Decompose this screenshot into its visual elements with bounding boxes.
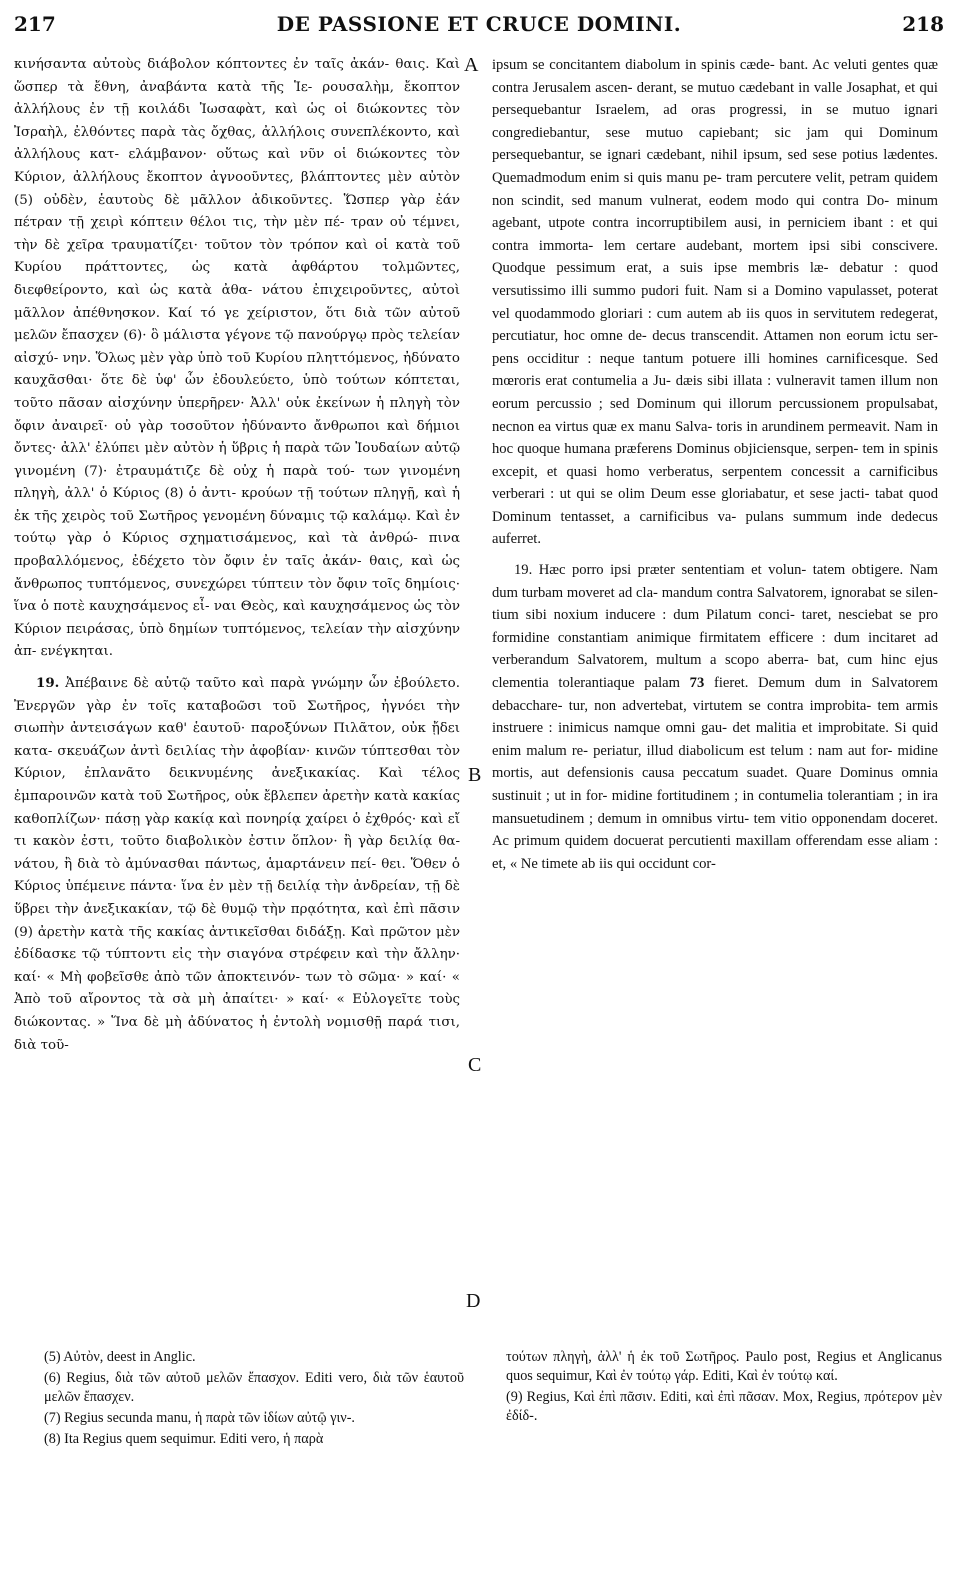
page-number-left: 217: [14, 12, 56, 36]
margin-letter-d: D: [466, 1290, 481, 1312]
margin-letter-a: A: [464, 54, 479, 76]
margin-letter-b: B: [468, 764, 482, 786]
running-title: DE PASSIONE ET CRUCE DOMINI.: [276, 12, 682, 36]
latin-section-number: 19.: [514, 562, 533, 579]
latin-section-text: Hæc porro ipsi præter sententiam et volun- tatem obtigere. Nam dum turbam moveret ad cla- mandum contra Salvatorem, ignorabat se silen- tium sibi noxium inducere : dum Pilatum conci- taret, nesciebat se pro formidine constantiam animique firmitatem efficere : dum incitaret ad verberandum Salvatorem, multum a scopo aberra- bat, cum hinc ejus clementia tolerantiaque palam: [492, 562, 938, 692]
footnotes-left: [44, 1348, 464, 1451]
greek-section-number: 19.: [36, 675, 60, 692]
greek-paragraph-intro: κινήσαντα αὐτοὺς διάβολον κόπτοντες ἐν ταῖς ἀκάν- θαις. Καὶ ὥσπερ τὰ ἔθνη, ἀναβάντα κατὰ τῆς Ἱε- ρουσαλὴμ, ἔκοπτον ἀλλήλους ἐν τῇ κοιλάδι Ἰωσαφὰτ, καὶ ὡς οἱ διώκοντες τὸν Ἰσραὴλ, ἐλθόντες παρὰ τὰς ὄχθας, ἀλλήλοις συνεπλέκοντο, καὶ ἀλλήλους κατ- ελάμβανον· οὕτως καὶ νῦν οἱ διώκοντες τὸν Κύριον, ἀλλήλους ἔκοπτον ἀγνοοῦντες, βλάπτοντες μὲν αὐτὸν (5) οὐδὲν, ἑαυτοὺς δὲ μᾶλλον ἀδικοῦντες. Ὥσπερ γὰρ ἐάν πέτραν τῇ χειρὶ κόπτειν θέλοι τις, τὴν μὲν πέ- τραν οὐ τέμνει, τὴν δὲ χεῖρα τραυματίζει· τοῦτον τὸν τρόπον καὶ οἱ κατὰ τοῦ Κυρίου πράττοντες, ὡς κατὰ ἀφθάρτου τολμῶντες, διεφθείροντο, καὶ ὡς κατὰ ἀθα- νάτου ἐπιχειροῦντες, αὐτοὶ μᾶλλον ἀπέθνησκον. Καί τό γε χείριστον, ὅτι διὰ τῶν αὐτοῦ μελῶν ἔπασχεν (6)· ὃ μάλιστα γέγονε τῷ πανούργῳ πρὸς τελείαν αἰσχύ- νην. Ὅλως μὲν γὰρ ὑπὸ τοῦ Κυρίου πληττόμενος, ἠδύνατο καυχᾶσθαι· ὅτε δὲ ὑφ' ὧν ἐδουλεύετο, ὑπὸ τούτων κόπτεται, τοῦτο πᾶσαν αἰσχύνην ὑπερῆρεν· Ἀλλ' οὐκ ἐκείνων ἡ πληγὴ τὸν ὄφιν ἀναιρεῖ· οὐ γὰρ τοσοῦτον ἠδύναντο ἄνθρωποι καὶ δήμιοι ὄντες· ἀλλ' ἐλύπει μὲν αὐτὸν ἡ ὕβρις ἡ παρὰ τῶν Ἰουδαίων αὐτῷ γινομένη (7)· ἐτραυμάτιζε δὲ οὐχ ἡ παρὰ τού- των γινομένη πληγὴ, ἀλλ' ὁ Κύριος (8) ὁ ἀντι- κρούων τῇ τούτων πληγῇ, καὶ ἡ ἐκ τῆς χειρὸς τοῦ Σωτῆρος γενομένη δύναμις τῷ καλάμῳ. Καὶ ἐν τούτῳ γὰρ ὁ Κύριος σχηματισάμενος, καὶ τὰ ἀνθρώ- πινα προβαλλόμενος, ἐδέχετο τὸν ὄφιν ἐν ταῖς ἀκάν- θαις, καὶ ὡς ἄνθρωπος τυπτόμενος, συνεχώρει τύπτειν τὸν ὄφιν τοῖς δημίοις· ἵνα ὁ ποτὲ καυχησάμενος εἶ- ναι Θεὸς, καὶ καυχησάμενος ὡς τὸν Κύριον πειράσας, ὑπὸ δημίων τυπτόμενος, τελείαν τὴν αἰσχύνην ἀπ- ενέγκηται.: [14, 57, 460, 660]
latin-column: [492, 54, 938, 883]
footnotes-right: [506, 1348, 942, 1428]
latin-paragraph-section: [492, 559, 938, 875]
latin-paragraph-intro: ipsum se concitantem diabolum in spinis cæde- bant. Ac veluti gentes quæ contra Jerusalem ascen- derant, se mutuo cædebant in valle Josaphat, et qui persequebantur Israelem, ad oras progressi, in se mutuo ignari congrediebantur, sese mutuo capiebant; sic jam qui Dominum persequebantur, se ignari cædebant, nihil ipsum, sed sese potius lædentes. Quemadmodum enim si quis manu pe- tram percutere velit, petram quidem non scindit, sed manum vulnerat, eodem modo qui contra Do- minum agebant, utpote contra incorruptibilem ausi, in perniciem ibant : et qui contra immorta- lem certare audebant, mortem ipsi sibi conscivere. Quodque pessimum erat, a suis ipse membris læ- debatur : quod versutissimo illi summo pudori fuit. Nam si a Domino vapulasset, poterat vel quodammodo gloriari : cum autem ab iis quos in servitutem redegerat, percutiatur, hoc omne de- decus transcendit. Attamen non eorum ictu ser- pens occiditur : neque tantum potuere illi homines carnificesque. Sed mœroris erat contumelia a Ju- dæis sibi illata : vulneravit tamen illum non eorum percussio ; sed Dominum qui illorum percussionem propulsabat, necnon ea virtus quæ ex manu Salva- toris in arundinem permeavit. Nam in hoc quoque humana præferens Dominus objiciensque, serpen- tem in spinis excepit, et quasi homo verberatus, serpentem concessit a carnificibus verberari : ut qui se olim Deum esse gloriabatur, et sese jacti- tabat quod Dominum tentasset, a carnificibus va- pulans summum inde dedecus auferret.: [492, 57, 938, 548]
footnote-9: (9) Regius, Καὶ ἐπὶ πᾶσιν. Editi, καὶ ἐπὶ πᾶσαν. Mox, Regius, πρότερον μὲν ἐδίδ-.: [506, 1389, 942, 1424]
page-number-right: 218: [902, 12, 944, 36]
footnote-6: (6) Regius, διὰ τῶν αὐτοῦ μελῶν ἔπασχον. Editi vero, διὰ τῶν ἑαυτοῦ μελῶν ἔπασχεν.: [44, 1370, 464, 1405]
margin-letter-c: C: [468, 1054, 482, 1076]
footnote-8: (8) Ita Regius quem sequimur. Editi vero, ἡ παρὰ: [44, 1431, 324, 1447]
greek-column: [14, 54, 460, 1065]
greek-section-text: Ἀπέβαινε δὲ αὐτῷ ταῦτο καὶ παρὰ γνώμην ὧν ἐβούλετο. Ἐνεργῶν γὰρ ἐν τοῖς καταβοῶσι τοῦ Σωτῆρος, ἠγνόει τὴν σιωπὴν ἀντεισάγων καθ' ἑαυτοῦ· παροξύνων Πιλᾶτον, οὐκ ᾔδει κατα- σκευάζων ἀντὶ δειλίας τὴν ἀφοβίαν· κινῶν τύπτεσθαι τὸν Κύριον, ἐπλανᾶτο δεικνυμένης ἀνεξικακίας. Καὶ τέλος ἐμπαροινῶν κατὰ τοῦ Σωτῆρος, οὐκ ἔβλεπεν ἀρετὴν κατὰ κακίας καθοπλίζων· πάσῃ γὰρ κακίᾳ καὶ πονηρίᾳ χαίρει ὁ ἐχθρός· καὶ εἴ τι κακὸν ἐστι, τοῦτο διαβολικὸν ἐστιν ὅπλον· ἢ γὰρ δειλίᾳ θα- νάτου, ἢ διὰ τὸ ἀμύνασθαι πάντως, ἁμαρτάνειν πεί- θει. Ὅθεν ὁ Κύριος ὑπέμεινε πάντα· ἵνα ἐν μὲν τῇ δειλίᾳ τὴν ἀνδρείαν, τῇ δὲ ὕβρει τὴν ἀνεξικακίαν, τῷ δὲ θυμῷ τὴν πρᾳότητα, καὶ ἐπὶ πᾶσιν (9) ἀρετὴν κατὰ τῆς κακίας ἀντικεῖσθαι διδάξῃ. Καὶ πρῶτον μὲν ἐδίδασκε τῷ τύπτοντι εἰς τὴν σιαγόνα στρέφειν καὶ τὴν ἄλλην· καί· « Μὴ φοβεῖσθε ἀπὸ τῶν ἀποκτεινόν- των τὸ σῶμα· » καί· « Ἀπὸ τοῦ αἴροντος τὰ σὰ μὴ ἀπαίτει· » καί· « Εὐλογεῖτε τοὺς διώκοντας. » Ἵνα δὲ μὴ ἀδύνατος ἡ ἐντολὴ νομισθῇ παρά τισι, διὰ τοῦ-: [14, 676, 460, 1053]
column-marker: 73: [689, 675, 705, 692]
footnote-5: (5) Αὐτὸν, deest in Anglic.: [44, 1349, 196, 1365]
greek-paragraph-section: [14, 672, 460, 1057]
latin-section-text-rest: fieret. Demum dum in Salvatorem debacchare- tur, non advertebat, virtutem se contra improbita- tem armis instruere : inimicus namque omni gau- det malitia et improbitate. Si quid enim malum re- periatur, illud diabolicum est telum : nam aut for- midine mortis, aut defensionis causa peccatum suadet. Quare Dominus omnia sustinuit ; ut in for- midine fortitudinem ; in contumelia tolerantiam ; in ira mansuetudinem ; demum in omnibus virtu- tem vitio opponendam doceret. Ac primum quidem docuerat percutienti maxillam offerendam esse aliam : et, « Ne timete ab iis qui occidunt cor-: [492, 675, 938, 872]
page-header: [14, 12, 944, 42]
footnote-7: (7) Regius secunda manu, ἡ παρὰ τῶν ἰδίων αὐτῷ γιν-.: [44, 1410, 355, 1426]
footnote-8-continued: τούτων πληγὴ, ἀλλ' ἡ ἐκ τοῦ Σωτῆρος. Paulo post, Regius et Anglicanus quos sequimur, Καὶ ἐν τούτῳ γάρ. Editi, Καὶ ἐν τούτῳ καί.: [506, 1349, 942, 1384]
